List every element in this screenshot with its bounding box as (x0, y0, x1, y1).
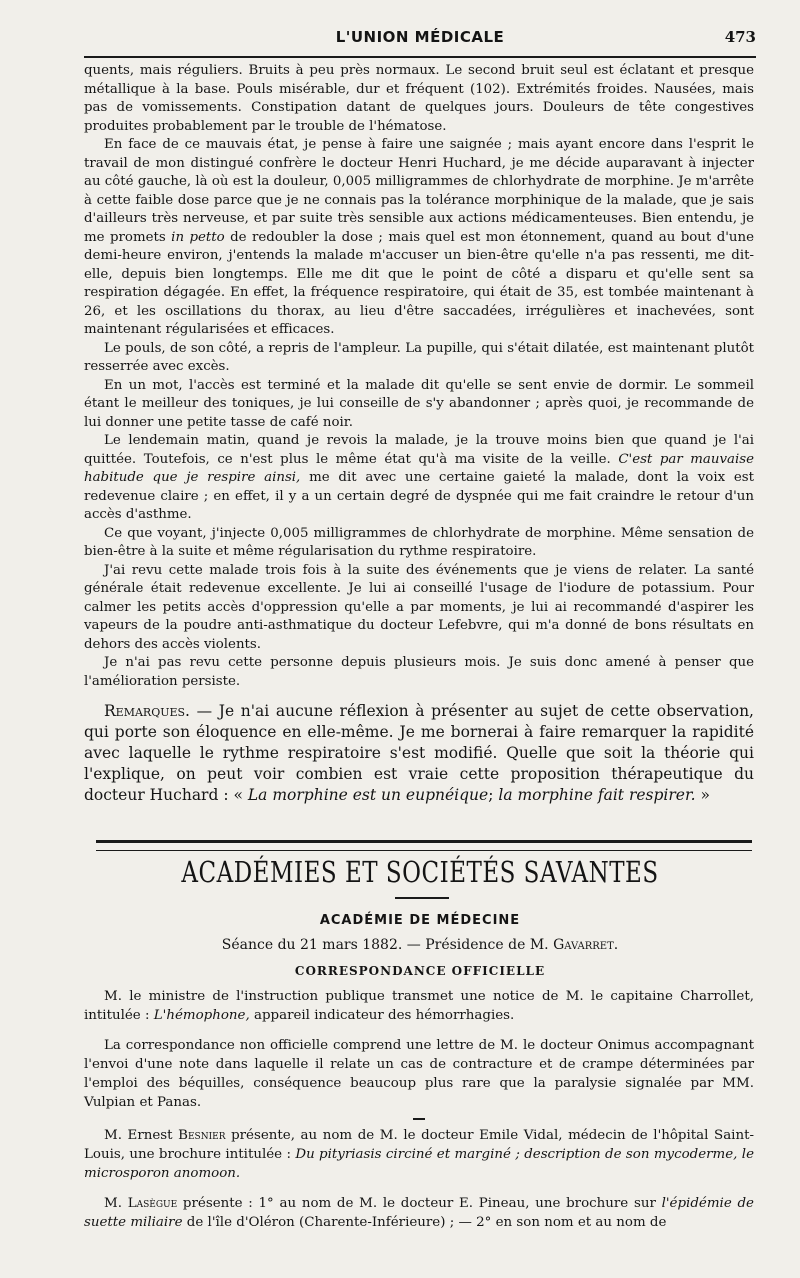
italic-phrase: in petto (171, 229, 225, 245)
italic-phrase: C'est par mauvaise habitude que je respire ainsi, (84, 451, 754, 485)
paragraph: quents, mais réguliers. Bruits à peu près normaux. Le second bruit seul est éclatant et presque métallique à la base. Pouls misérable, dur et fréquent (102). Extrémités froides. Nausées, mais pas de vomissements. Constipation datant de quelques jours. Douleurs de tête congestives produites probablement par le trouble de l'hématose. (84, 63, 754, 134)
paragraph: Ce que voyant, j'injecte 0,005 milligrammes de chlorhydrate de morphine. Même sensation de bien-être à la suite et même régularisation du rythme respiratoire. (84, 525, 754, 559)
paragraph: En face de ce mauvais état, je pense à faire une saignée ; mais ayant encore dans l'esprit le travail de mon distingué confrère le docteur Henri Huchard, je me décide auparavant à injecter au côté gauche, là où est la douleur, 0,005 milligrammes de chlorhydrate de morphine. Je m'arrête à cette faible dose parce que je ne connais pas la tolérance morphinique de la malade, que je sais d'ailleurs très nerveuse, et par suite très sensible aux actions médicamenteuses. Bien entendu, je me promets in petto de redoubler la dose ; mais quel est mon étonnement, quand au bout d'une demi-heure environ, j'entends la malade m'accuser un bien-être qu'elle n'a pas ressenti, me dit-elle, depuis bien longtemps. Elle me dit que le point de côté a disparu et qu'elle sent sa respiration dégagée. En effet, la fréquence respiratoire, qui était de 35, est tombée maintenant à 26, et les oscillations du thorax, au lieu d'être saccadées, irrégulières et inachevées, sont maintenant régularisées et efficaces. (84, 137, 754, 337)
paragraph: Le pouls, de son côté, a repris de l'ampleur. La pupille, qui s'était dilatée, est maintenant plutôt resserrée avec excès. (84, 340, 754, 374)
paragraph: La correspondance non officielle comprend une lettre de M. le docteur Onimus accompagnant l'envoi d'une note dans laquelle il relate un cas de contracture et de crampe déterminées par l'emploi des béquilles, conséquence beaucoup plus rare que la paralysie signalée par MM. Vulpian et Panas. (84, 1038, 754, 1110)
page-number: 473 (724, 28, 756, 46)
section-divider (96, 840, 752, 851)
academy-text (84, 987, 754, 1232)
paragraph: J'ai revu cette malade trois fois à la suite des événements que je viens de relater. La santé générale était redevenue excellente. Je lui ai conseillé l'usage de l'iodure de potassium. Pour calmer les petits accès d'oppression qu'elle a par moments, je lui ai recommandé d'aspirer les vapeurs de la poudre anti-asthmatique du docteur Lefebvre, qui m'a donné de bons résultats en dehors des accès violents. (84, 562, 754, 652)
header-rule (84, 56, 756, 58)
separator-rule (413, 1118, 425, 1120)
observation-text (84, 62, 754, 806)
paragraph: M. Ernest Besnier présente, au nom de M. le docteur Emile Vidal, médecin de l'hôpital Saint-Louis, une brochure intitulée : Du pityriasis circiné et marginé ; description de son mycoderme, le microsporon anomoon. (84, 1128, 754, 1181)
title-rule (395, 897, 449, 899)
paragraph: M. le ministre de l'instruction publique transmet une notice de M. le capitaine Charrollet, intitulée : L'hémophone, appareil indicateur des hémorrhagies. (84, 989, 754, 1023)
paragraph: Je n'ai pas revu cette personne depuis plusieurs mois. Je suis donc amené à penser que l'amélioration persiste. (84, 655, 754, 689)
academy-heading: ACADÉMIE DE MÉDECINE (319, 913, 521, 928)
correspondence-heading: CORRESPONDANCE OFFICIELLE (294, 964, 546, 978)
paragraph: En un mot, l'accès est terminé et la malade dit qu'elle se sent envie de dormir. Le sommeil étant le meilleur des toniques, je lui conseille de s'y abandonner ; après quoi, je recommande de lui donner une petite tasse de café noir. (84, 377, 754, 430)
paragraph: Le lendemain matin, quand je revois la malade, je la trouve moins bien que quand je l'ai quittée. Toutefois, ce n'est plus le même état qu'à ma visite de la veille. C'est par mauvaise habitude que je respire ainsi, me dit avec une certaine gaieté la malade, dont la voix est redevenue claire ; en effet, il y a un certain degré de dyspnée qui me fait craindre le retour d'un accès d'asthme. (84, 433, 754, 522)
remarks-label: Remarques. (104, 702, 190, 720)
paragraph: M. Lasègue présente : 1° au nom de M. le docteur E. Pineau, une brochure sur l'épidémie de suette miliaire de l'île d'Oléron (Charente-Inférieure) ; — 2° en son nom et au nom de (84, 1196, 754, 1230)
section-title: ACADÉMIES ET SOCIÉTÉS SAVANTES (181, 857, 659, 890)
running-header (84, 28, 756, 52)
remarks-paragraph: Remarques. — Je n'ai aucune réflexion à présenter au sujet de cette observation, qui porte son éloquence en elle-même. Je me bornerai à faire remarquer la rapidité avec laquelle le rythme respiratoire s'est modifié. Quelle que soit la théorie qui l'explique, on peut voir combien est vraie cette proposition thérapeutique du docteur Huchard : « La morphine est un eupnéique; la morphine fait respirer. » (84, 702, 754, 804)
running-title: L'UNION MÉDICALE (335, 28, 505, 46)
session-line: Séance du 21 mars 1882. — Présidence de M. Gavarret. (221, 937, 619, 953)
